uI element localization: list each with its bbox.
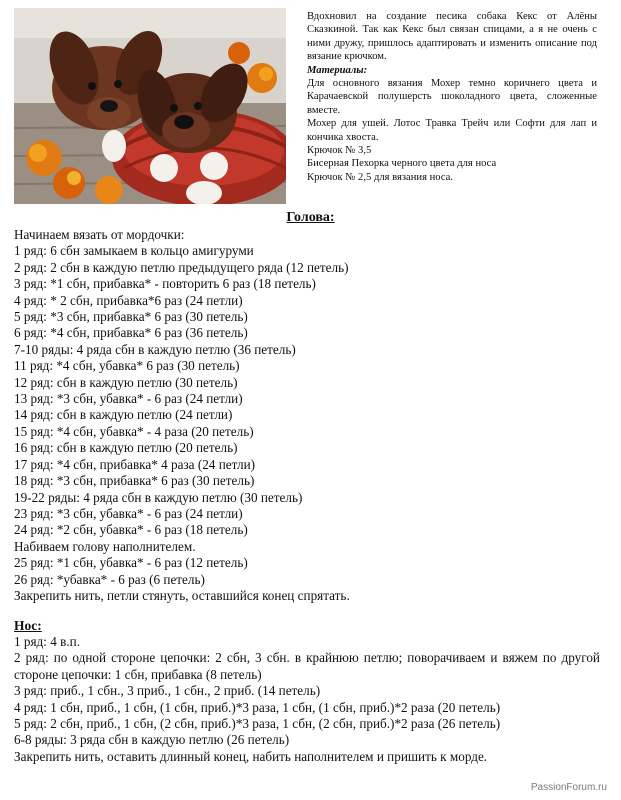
intro-paragraph: Вдохновил на создание песика собака Кекс от Алёны Сказкиной. Так как Кекс был связан спицами, а я не очень с ними дружу, пришлось адаптировать и изменить описание под вязание крючком.	[307, 11, 597, 63]
nose-section-title: Нос:	[14, 618, 42, 633]
head-instructions	[14, 227, 600, 604]
nose-line: 5 ряд: 2 сбн, приб., 1 сбн, (2 сбн, приб.)*3 раза, 1 сбн, (2 сбн, приб.)*2 раза (26 петель)	[14, 716, 501, 732]
nose-line: 4 ряд: 1 сбн, приб., 1 сбн, (1 сбн, приб.)*3 раза, 1 сбн, (1 сбн, приб.)*2 раза (20 петель)	[14, 699, 501, 715]
head-line: Начинаем вязать от мордочки:	[14, 227, 185, 242]
head-line: 16 ряд: сбн в каждую петлю (20 петель)	[14, 440, 238, 456]
head-line: 26 ряд: *убавка* - 6 раз (6 петель)	[14, 571, 205, 587]
head-line: 4 ряд: * 2 сбн, прибавка*6 раз (24 петли)	[14, 292, 243, 308]
head-line: 15 ряд: *4 сбн, убавка* - 4 раза (20 петель)	[14, 423, 254, 439]
head-line: 2 ряд: 2 сбн в каждую петлю предыдущего ряда (12 петель)	[14, 259, 349, 275]
nose-line: 3 ряд: приб., 1 сбн., 3 приб., 1 сбн., 2 приб. (14 петель)	[14, 683, 321, 699]
head-section-title: Голова:	[286, 210, 335, 225]
head-line: 14 ряд: сбн в каждую петлю (24 петли)	[14, 407, 233, 423]
nose-line: 2 ряд: по одной стороне цепочки: 2 сбн, 3 сбн. в крайнюю петлю; поворачиваем и вяжем по другой стороне цепочки: 1 сбн, прибавка (8 петель)	[14, 650, 600, 682]
head-line: 11 ряд: *4 сбн, убавка* 6 раз (30 петель)	[14, 358, 240, 374]
head-line: 1 ряд: 6 сбн замыкаем в кольцо амигуруми	[14, 243, 254, 259]
materials-hook-nose: Крючок № 2,5 для вязания носа.	[307, 171, 454, 183]
materials-yarn: Для основного вязания Мохер темно коричнего цвета и Карачаевской полушерсть шоколадного цвета, сложенные вместе.	[307, 78, 597, 116]
materials-nose-yarn: Бисерная Пехорка черного цвета для носа	[307, 158, 497, 170]
nose-line: Закрепить нить, оставить длинный конец, набить наполнителем и пришить к морде.	[14, 748, 488, 764]
head-line: 17 ряд: *4 сбн, прибавка* 4 раза (24 петли)	[14, 456, 256, 472]
head-line: Набиваем голову наполнителем.	[14, 538, 196, 554]
materials-ears: Мохер для ушей. Лотос Травка Трейч или Софти для лап и кончика хвоста.	[307, 118, 597, 143]
head-line: 25 ряд: *1 сбн, убавка* - 6 раз (12 петель)	[14, 555, 248, 571]
head-line: 5 ряд: *3 сбн, прибавка* 6 раз (30 петель)	[14, 309, 248, 325]
dog-photo	[14, 8, 286, 204]
intro-block	[307, 10, 597, 184]
nose-line: 1 ряд: 4 в.п.	[14, 634, 80, 649]
head-line: 3 ряд: *1 сбн, прибавка* - повторить 6 раз (18 петель)	[14, 276, 316, 292]
head-line: 23 ряд: *3 сбн, убавка* - 6 раз (24 петли)	[14, 505, 243, 521]
head-line: Закрепить нить, петли стянуть, оставшийся конец спрятать.	[14, 587, 350, 603]
dog-photo-illustration	[14, 8, 286, 204]
nose-instructions	[14, 634, 600, 765]
site-watermark: PassionForum.ru	[530, 782, 607, 793]
head-line: 7-10 ряды: 4 ряда сбн в каждую петлю (36 петель)	[14, 341, 296, 357]
materials-heading: Материалы:	[307, 64, 368, 76]
head-line: 12 ряд: сбн в каждую петлю (30 петель)	[14, 374, 238, 390]
head-line: 13 ряд: *3 сбн, убавка* - 6 раз (24 петли)	[14, 391, 243, 407]
materials-hook-main: Крючок № 3,5	[307, 145, 372, 157]
head-line: 24 ряд: *2 сбн, убавка* - 6 раз (18 петель)	[14, 522, 248, 538]
head-line: 18 ряд: *3 сбн, прибавка* 6 раз (30 петель)	[14, 473, 255, 489]
head-line: 6 ряд: *4 сбн, прибавка* 6 раз (36 петель)	[14, 325, 248, 341]
nose-line: 6-8 ряды: 3 ряда сбн в каждую петлю (26 петель)	[14, 732, 290, 748]
head-line: 19-22 ряды: 4 ряда сбн в каждую петлю (30 петель)	[14, 489, 303, 505]
